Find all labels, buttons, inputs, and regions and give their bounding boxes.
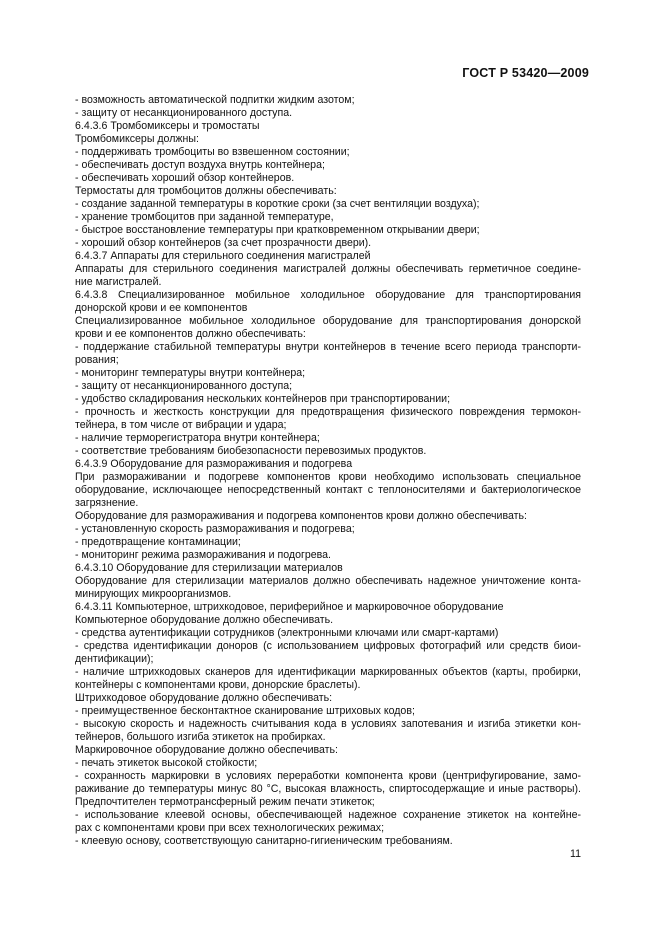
page-number: 11 [570,848,581,860]
text-line: Предпочтителен термотрансферный режим печати этикеток; [75,796,375,808]
text-line: ние магистралей. [75,276,162,288]
text-line: - печать этикеток высокой стойкости; [75,757,258,769]
text-line: - хранение тромбоцитов при заданной температуре, [75,211,334,223]
text-line: - мониторинг температуры внутри контейнера; [75,367,306,379]
text-line: тейнеров, большого изгиба этикеток на пробирках. [75,731,326,743]
text-line: - клеевую основу, соответствующую санитарно-гигиеническим требованиям. [75,835,453,847]
standard-header: ГОСТ Р 53420—2009 [462,66,589,80]
text-line: - наличие терморегистратора внутри контейнера; [75,432,320,444]
text-line: 6.4.3.9 Оборудование для размораживания и подогрева [75,458,353,470]
text-line: рах с компонентами крови при всех технологических режимах; [75,822,385,834]
text-line: - хороший обзор контейнеров (за счет прозрачности двери). [75,237,372,249]
text-line: - мониторинг режима размораживания и подогрева. [75,549,331,561]
text-line: - использование клеевой основы, обеспечивающей надежное сохранение этикеток на контейне- [75,809,581,821]
text-line: При размораживании и подогреве компонентов крови необходимо использовать специальное [75,471,581,483]
text-line: загрязнение. [75,497,139,509]
text-line: - возможность автоматической подпитки жидким азотом; [75,94,355,106]
text-line: Маркировочное оборудование должно обеспечивать: [75,744,338,756]
text-line: 6.4.3.11 Компьютерное, штрихкодовое, периферийное и маркировочное оборудование [75,601,504,613]
text-line: - прочность и жесткость конструкции для предотвращения физического повреждения термокон- [75,406,581,418]
text-line: - обеспечивать хороший обзор контейнеров. [75,172,295,184]
text-line: - высокую скорость и надежность считывания кода в условиях запотевания и изгиба этикетки кон- [75,718,581,730]
text-line: Аппараты для стерильного соединения магистралей должны обеспечивать герметичное соедине- [75,263,581,275]
text-line: - предотвращение контаминации; [75,536,241,548]
text-line: - наличие штрихкодовых сканеров для идентификации маркированных объектов (карты, пробирки, [75,666,581,678]
text-line: тейнера, в том числе от вибрации и удара; [75,419,287,431]
text-line: - защиту от несанкционированного доступа. [75,107,293,119]
text-line: - обеспечивать доступ воздуха внутрь контейнера; [75,159,325,171]
text-line: дентификации); [75,653,154,665]
text-line: Оборудование для размораживания и подогрева компонентов крови должно обеспечивать: [75,510,527,522]
text-line: 6.4.3.10 Оборудование для стерилизации материалов [75,562,343,574]
text-line: 6.4.3.6 Тромбомиксеры и тромостаты [75,120,260,132]
text-line: - защиту от несанкционированного доступа; [75,380,293,392]
text-line: - быстрое восстановление температуры при кратковременном открывании двери; [75,224,480,236]
text-line: - создание заданной температуры в короткие сроки (за счет вентиляции воздуха); [75,198,480,210]
text-line: - удобство складирования нескольких контейнеров при транспортировании; [75,393,451,405]
text-line: - соответствие требованиям биобезопасности перевозимых продуктов. [75,445,427,457]
text-line: контейнеры с компонентами крови, донорские браслеты). [75,679,361,691]
text-line: Оборудование для стерилизации материалов должно обеспечивать надежное уничтожение конта- [75,575,581,587]
text-line: - сохранность маркировки в условиях переработки компонента крови (центрифугирование, замо- [75,770,581,782]
text-line: Компьютерное оборудование должно обеспечивать. [75,614,334,626]
text-line: минирующих микроорганизмов. [75,588,232,600]
text-line: оборудование, исключающее непосредственный контакт с теплоносителями и бактериологическое [75,484,581,496]
text-line: рования; [75,354,119,366]
text-line: - преимущественное бесконтактное сканирование штриховых кодов; [75,705,415,717]
text-line: крови и ее компонентов должно обеспечивать: [75,328,306,340]
text-line: Термостаты для тромбоцитов должны обеспечивать: [75,185,337,197]
text-line: - средства идентификации доноров (с использованием цифровых фотографий или средств биои- [75,640,581,652]
text-line: - установленную скорость размораживания и подогрева; [75,523,355,535]
text-line: - поддержание стабильной температуры внутри контейнеров в течение всего периода транспорти- [75,341,581,353]
text-line: Тромбомиксеры должны: [75,133,199,145]
text-line: раживание до температуры минус 80 °С, высокая влажность, спиртосодержащие и иные растворы). [75,783,581,795]
text-line: - средства аутентификации сотрудников (электронными ключами или смарт-картами) [75,627,499,639]
text-line: - поддерживать тромбоциты во взвешенном состоянии; [75,146,350,158]
text-line: Специализированное мобильное холодильное оборудование для транспортирования донорской [75,315,581,327]
text-line: 6.4.3.7 Аппараты для стерильного соединения магистралей [75,250,371,262]
text-line: Штрихкодовое оборудование должно обеспечивать: [75,692,333,704]
text-line: донорской крови и ее компонентов [75,302,248,314]
document-body [75,94,581,848]
text-line: 6.4.3.8 Специализированное мобильное холодильное оборудование для транспортирования [75,289,581,301]
